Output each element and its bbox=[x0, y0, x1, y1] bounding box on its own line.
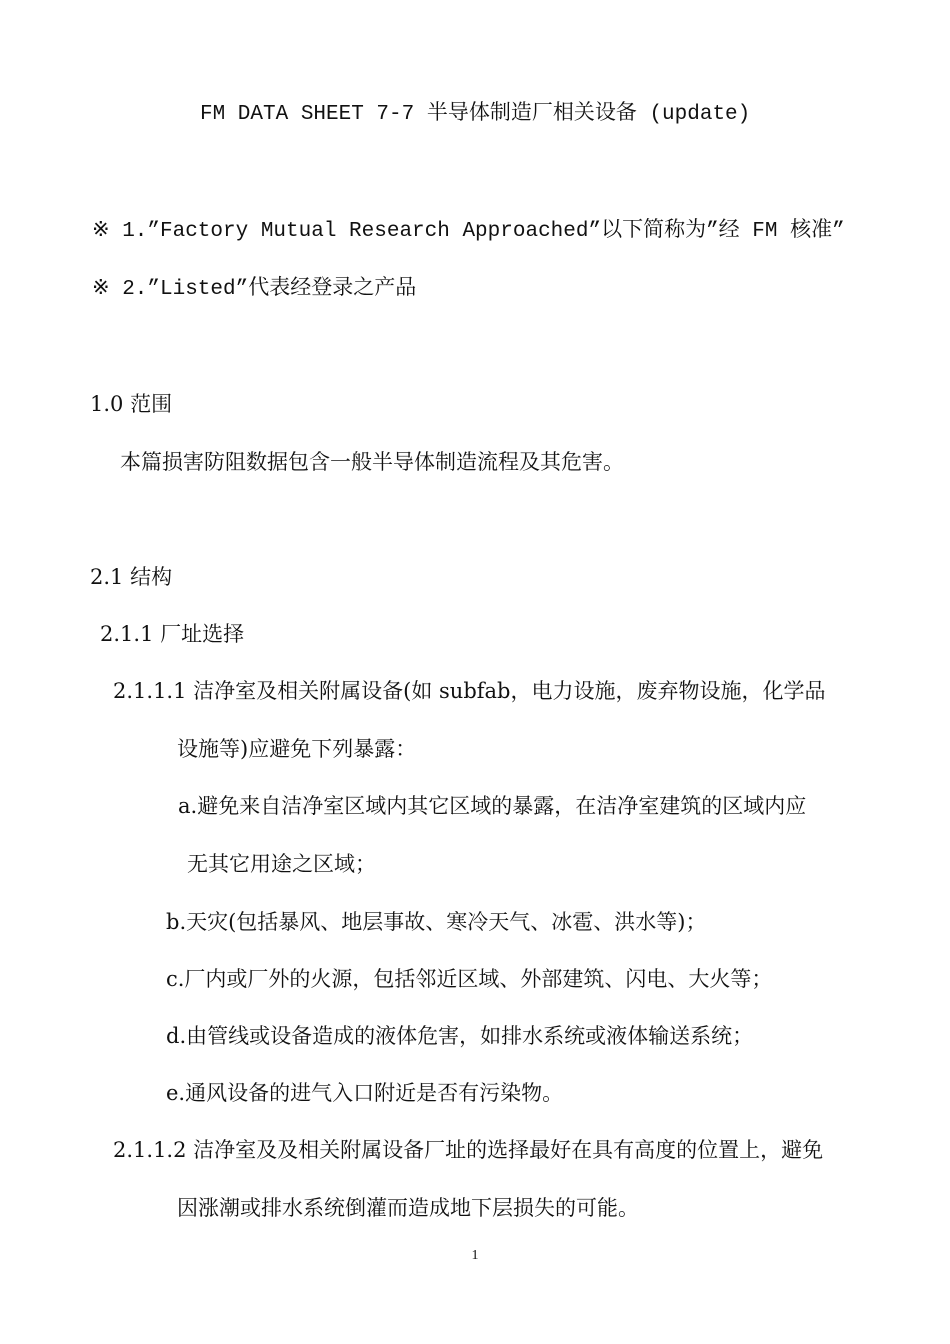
list-item-d: d.由管线或设备造成的液体危害，如排水系统或液体输送系统； bbox=[166, 1024, 754, 1048]
scope-paragraph: 本篇损害防阻数据包含一般半导体制造流程及其危害。 bbox=[120, 450, 624, 474]
list-item-c: c.厂内或厂外的火源，包括邻近区域、外部建筑、闪电、大火等； bbox=[166, 967, 773, 991]
item-2112-line1: 2.1.1.2 洁净室及及相关附属设备厂址的选择最好在具有高度的位置上，避免 bbox=[113, 1138, 824, 1162]
item-2111-line2: 设施等)应避免下列暴露： bbox=[177, 737, 417, 761]
item-2111-line1: 2.1.1.1 洁净室及相关附属设备(如 subfab，电力设施，废弃物设施，化学品 bbox=[113, 679, 826, 703]
item-2112-line2: 因涨潮或排水系统倒灌而造成地下层损失的可能。 bbox=[177, 1196, 639, 1220]
list-item-b: b.天灾(包括暴风、地层事故、寒冷天气、冰雹、洪水等)； bbox=[166, 910, 707, 934]
section-heading-structure: 2.1 结构 bbox=[90, 565, 173, 589]
page-number: 1 bbox=[471, 1248, 479, 1263]
note-listed: ※ 2.”Listed”代表经登录之产品 bbox=[92, 278, 417, 301]
list-item-a-line1: a.避免来自洁净室区域内其它区域的暴露，在洁净室建筑的区域内应 bbox=[178, 794, 807, 818]
list-item-a-line2: 无其它用途之区域； bbox=[187, 852, 376, 876]
section-heading-scope: 1.0 范围 bbox=[90, 392, 173, 416]
subsection-heading-site-selection: 2.1.1 厂址选择 bbox=[100, 622, 245, 646]
list-item-e: e.通风设备的进气入口附近是否有污染物。 bbox=[166, 1081, 564, 1105]
page-title: FM DATA SHEET 7-7 半导体制造厂相关设备 (update) bbox=[200, 103, 751, 126]
note-factory-mutual: ※ 1.”Factory Mutual Research Approached”以下简称为”经 FM 核准” bbox=[92, 220, 845, 243]
